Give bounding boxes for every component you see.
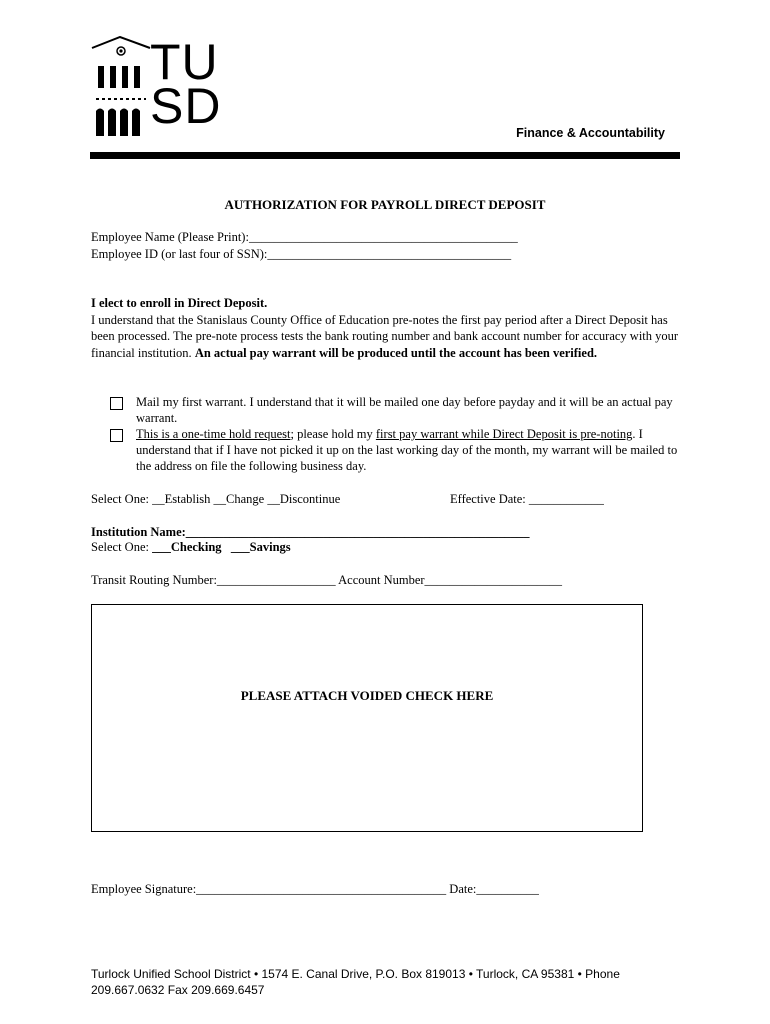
effective-date-field[interactable]: Effective Date: ____________ <box>450 492 604 506</box>
option-hold-underlined-2: first pay warrant while Direct Deposit is pre-noting <box>375 427 633 441</box>
footer-address <box>91 966 691 998</box>
checking-option[interactable]: ___Checking <box>152 540 222 554</box>
logo-text-tu: TU <box>150 34 219 90</box>
header-rule <box>90 152 680 159</box>
savings-option[interactable]: ___Savings <box>230 540 291 554</box>
employee-id-field[interactable]: Employee ID (or last four of SSN):_______________________________________ <box>91 247 512 261</box>
attach-check-text: PLEASE ATTACH VOIDED CHECK HERE <box>240 688 494 703</box>
option-mail-warrant: Mail my first warrant. I understand that it will be mailed one day before payday and it will be an actual pay warrant. <box>136 395 673 425</box>
routing-account-field[interactable]: Transit Routing Number:___________________ Account Number______________________ <box>91 573 563 587</box>
voided-check-box <box>91 604 643 832</box>
footer-line-2: 209.667.0632 Fax 209.669.6457 <box>91 983 265 997</box>
institution-name-field[interactable]: Institution Name:_______________________________________________________ <box>91 525 530 539</box>
option-hold-text-b: . I understand that if I have not picked it up on the last working day of the month, my warrant will be mailed to the address on file the following business day. <box>136 427 678 473</box>
mail-first-warrant-checkbox[interactable] <box>110 397 123 410</box>
form-title: AUTHORIZATION FOR PAYROLL DIRECT DEPOSIT <box>224 197 546 212</box>
department-name: Finance & Accountability <box>516 126 665 140</box>
option-hold-request <box>136 426 681 474</box>
enroll-section <box>91 295 681 361</box>
option-hold-underlined-1: This is a one-time hold request <box>136 427 291 441</box>
signature-date-field[interactable]: Employee Signature:________________________________________ Date:__________ <box>91 882 539 896</box>
employee-name-field[interactable]: Employee Name (Please Print):___________________________________________ <box>91 230 518 244</box>
enroll-heading: I elect to enroll in Direct Deposit. <box>91 296 268 310</box>
account-type-field[interactable] <box>91 540 291 555</box>
select-action-field[interactable]: Select One: __Establish __Change __Discontinue <box>91 492 341 506</box>
enroll-text: I understand that the Stanislaus County Office of Education pre-notes the first pay period after a Direct Deposit has been processed. The pre-note process tests the bank routing number and bank account number for accuracy with your financial institution. <box>91 312 679 360</box>
enroll-bold-text: An actual pay warrant will be produced until the account has been verified. <box>194 345 598 360</box>
footer-line-1: Turlock Unified School District • 1574 E. Canal Drive, P.O. Box 819013 • Turlock, CA 95381 • Phone <box>91 967 620 981</box>
school-building-icon <box>90 36 152 140</box>
tusd-logo <box>90 36 240 140</box>
logo-wordmark <box>150 34 222 134</box>
account-type-label: Select One: <box>91 540 153 554</box>
option-hold-text-a: ; please hold my <box>290 427 376 441</box>
logo-text-sd: SD <box>150 78 222 134</box>
hold-request-checkbox[interactable] <box>110 429 123 442</box>
